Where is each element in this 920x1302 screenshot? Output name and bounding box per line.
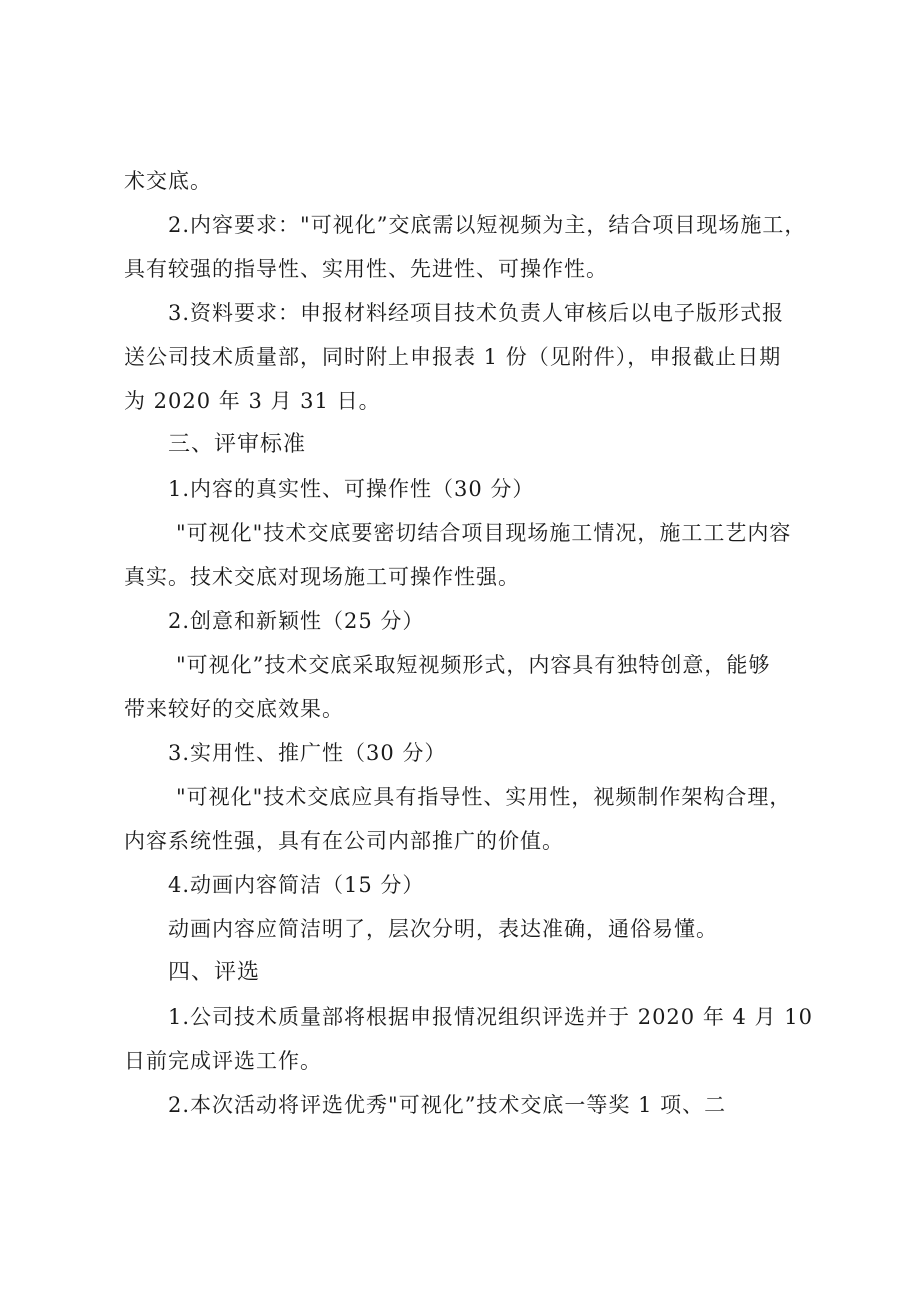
paragraph-line: 具有较强的指导性、实用性、先进性、可操作性。 (124, 257, 608, 281)
paragraph-line: "可视化"技术交底应具有指导性、实用性，视频制作架构合理， (176, 785, 792, 809)
paragraph-line: 日前完成评选工作。 (124, 1049, 322, 1073)
paragraph-line: 1.公司技术质量部将根据申报情况组织评选并于 2020 年 4 月 10 (168, 1005, 813, 1029)
paragraph-line: 带来较好的交底效果。 (124, 697, 344, 721)
criteria-title: 2.创意和新颖性（25 分） (168, 609, 425, 633)
paragraph-line: 术交底。 (124, 169, 212, 193)
paragraph-line: 送公司技术质量部，同时附上申报表 1 份（见附件），申报截止日期 (124, 345, 782, 369)
paragraph-line: 真实。技术交底对现场施工可操作性强。 (124, 565, 520, 589)
paragraph-line: 为 2020 年 3 月 31 日。 (124, 389, 381, 413)
criteria-title: 1.内容的真实性、可操作性（30 分） (168, 477, 535, 501)
paragraph-line: 动画内容应简洁明了，层次分明，表达准确，通俗易懂。 (168, 917, 718, 941)
criteria-title: 4.动画内容简洁（15 分） (168, 873, 425, 897)
paragraph-line: 内容系统性强，具有在公司内部推广的价值。 (124, 829, 564, 853)
section-heading: 三、评审标准 (168, 432, 307, 457)
paragraph-line: 3.资料要求：申报材料经项目技术负责人审核后以电子版形式报 (168, 301, 785, 325)
paragraph-line: 2.本次活动将评选优秀"可视化”技术交底一等奖 1 项、二 (168, 1093, 727, 1117)
paragraph-line: 2.内容要求："可视化”交底需以短视频为主，结合项目现场施工， (168, 213, 807, 237)
criteria-title: 3.实用性、推广性（30 分） (168, 741, 447, 765)
section-heading: 四、评选 (168, 960, 261, 985)
paragraph-line: "可视化"技术交底要密切结合项目现场施工情况，施工工艺内容 (176, 521, 792, 545)
paragraph-line: "可视化”技术交底采取短视频形式，内容具有独特创意，能够 (176, 653, 771, 677)
